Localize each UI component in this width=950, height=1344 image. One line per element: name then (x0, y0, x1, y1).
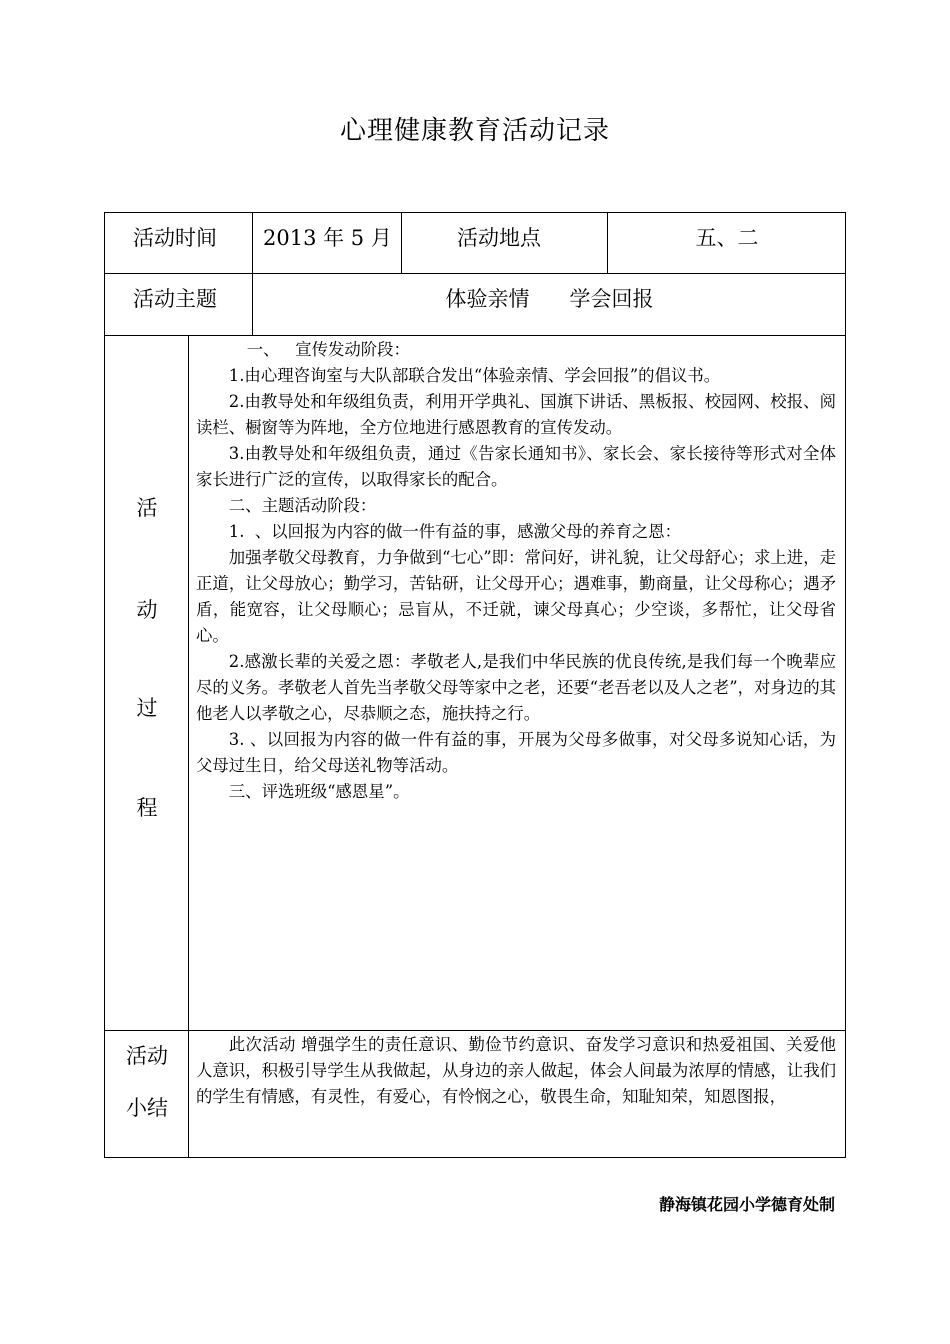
footer-credit: 静海镇花园小学德育处制 (658, 1195, 835, 1214)
col-divider-row1-b (401, 212, 402, 274)
activity-time-value: 2013 年 5 月 (263, 226, 392, 250)
process-label-char-3: 过 (136, 696, 158, 720)
process-content (196, 337, 836, 805)
row-divider-1 (104, 273, 846, 274)
activity-theme-label: 活动主题 (133, 287, 217, 311)
process-para-1: 一、 宣传发动阶段： (246, 340, 410, 359)
process-para-2: 1.由心理咨询室与大队部联合发出“体验亲情、学会回报”的倡议书。 (228, 366, 721, 385)
table-border-left (104, 212, 105, 1158)
summary-text: 此次活动 增强学生的责任意识、勤俭节约意识、奋发学习意识和热爱祖国、关爱他人意识，积极引导学生从我做起，从身边的亲人做起，体会人间最为浓厚的情感，让我们的学生有情感，有灵性，有爱心，有怜悯之心，敬畏生命，知耻知荣，知恩图报， (196, 1035, 836, 1106)
process-label-char-1: 活 (136, 496, 158, 520)
col-divider-body (188, 335, 189, 1158)
process-label-char-2: 动 (136, 598, 158, 622)
process-para-5: 二、主题活动阶段： (228, 496, 377, 515)
col-divider-row1-a (252, 212, 253, 274)
summary-content (196, 1032, 836, 1110)
activity-place-label: 活动地点 (457, 226, 541, 250)
activity-place-value: 五、二 (695, 226, 759, 250)
process-para-9: 3. 、以回报为内容的做一件有益的事，开展为父母多做事，对父母多说知心话，为父母过生日，给父母送礼物等活动。 (196, 730, 836, 775)
process-para-7: 加强孝敬父母教育，力争做到“七心”即：常问好，讲礼貌，让父母舒心；求上进，走正道，让父母放心；勤学习，苦钻研，让父母开心；遇难事，勤商量，让父母称心；遇矛盾，能宽容，让父母顺心；忌盲从，不迁就，谏父母真心；少空谈，多帮忙，让父母省心。 (196, 548, 836, 645)
activity-time-label: 活动时间 (133, 226, 217, 250)
row-divider-3 (104, 1030, 846, 1031)
process-para-6: 1. 、以回报为内容的做一件有益的事，感激父母的养育之恩： (228, 522, 682, 541)
process-para-3: 2.由教导处和年级组负责，利用开学典礼、国旗下讲话、黑板报、校园网、校报、阅读栏、橱窗等为阵地，全方位地进行感恩教育的宣传发动。 (196, 392, 836, 437)
summary-label-line-1: 活动 (126, 1044, 168, 1068)
table-border-right (845, 212, 846, 1158)
page-title: 心理健康教育活动记录 (339, 116, 610, 146)
summary-label-line-2: 小结 (126, 1096, 168, 1120)
process-label-char-4: 程 (136, 796, 158, 820)
table-border-bottom (104, 1157, 846, 1158)
process-para-4: 3.由教导处和年级组负责，通过《告家长通知书》、家长会、家长接待等形式对全体家长进行广泛的宣传，以取得家长的配合。 (196, 444, 836, 489)
process-para-10: 三、评选班级“感恩星”。 (228, 782, 410, 801)
table-border-top (104, 212, 846, 213)
process-para-8: 2.感激长辈的关爱之恩：孝敬老人,是我们中华民族的优良传统,是我们每一个晚辈应尽的义务。孝敬老人首先当孝敬父母等家中之老，还要“老吾老以及人之老”，对身边的其他老人以孝敬之心，尽恭顺之态，施扶持之行。 (196, 652, 836, 723)
row-divider-2 (104, 335, 846, 336)
activity-theme-value: 体验亲情 学会回报 (445, 287, 654, 311)
